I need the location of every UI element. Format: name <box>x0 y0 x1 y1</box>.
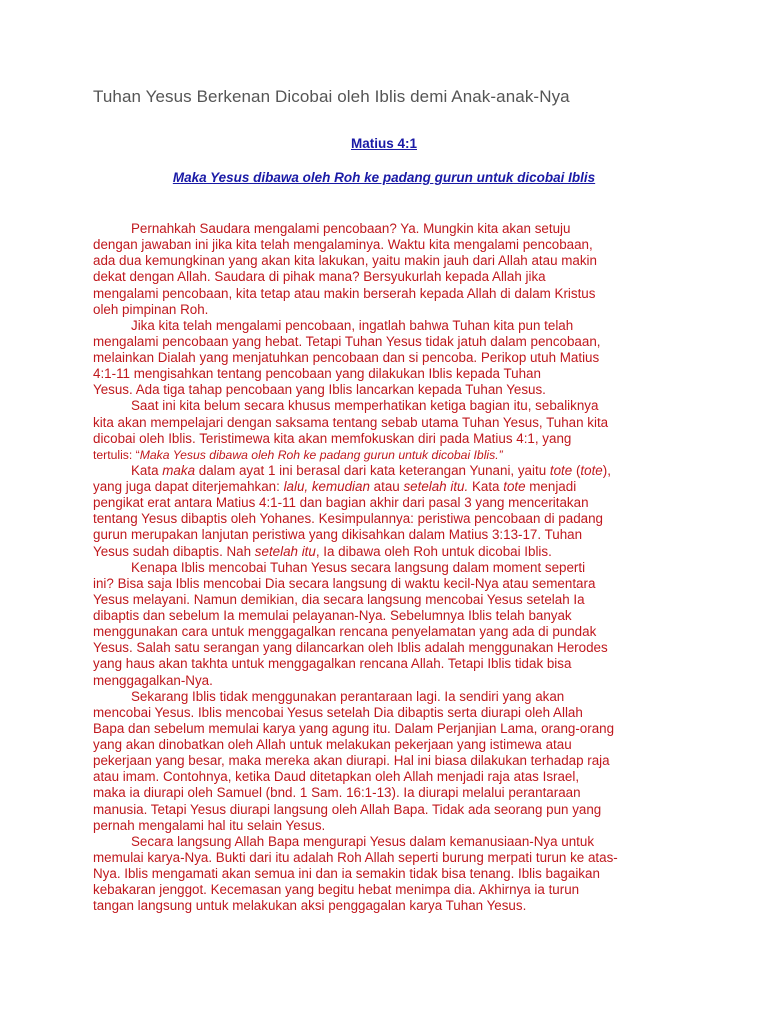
body-line: Kenapa Iblis mencobai Tuhan Yesus secara langsung dalam moment seperti <box>131 559 586 575</box>
scripture-verse: Maka Yesus dibawa oleh Roh ke padang gurun untuk dicobai Iblis <box>172 170 596 185</box>
body-line: Jika kita telah mengalami pencobaan, ingatlah bahwa Tuhan kita pun telah <box>131 317 574 333</box>
body-line: Nya. Iblis mengamati akan semua ini dan ia semakin tidak bisa tenang. Iblis bagaikan <box>93 866 600 881</box>
body-line: tangan langsung untuk melakukan aksi penggagalan karya Tuhan Yesus. <box>93 898 527 914</box>
body-line: tentang Yesus dibaptis oleh Yohanes. Kesimpulannya: peristiwa pencobaan di padang <box>93 511 603 527</box>
body-line: dengan jawaban ini jika kita telah mengalaminya. Waktu kita mengalami pencobaan, <box>93 237 593 253</box>
body-line <box>93 447 683 463</box>
body-line: atau imam. Contohnya, ketika Daud ditetapkan oleh Allah menjadi raja atas Israel, <box>93 769 580 785</box>
body-line: mengalami pencobaan yang hebat. Tetapi Tuhan Yesus tidak jatuh dalam pencobaan, <box>93 333 601 349</box>
body-line: Pernahkah Saudara mengalami pencobaan? Ya. Mungkin kita akan setuju <box>131 221 571 236</box>
body-line: memulai karya-Nya. Bukti dari itu adalah Roh Allah seperti burung merpati turun ke atas- <box>93 849 618 865</box>
body-line: Secara langsung Allah Bapa mengurapi Yesus dalam kemanusiaan-Nya untuk <box>131 833 595 849</box>
body-line: kebakaran jenggot. Kecemasan yang begitu hebat menimpa dia. Akhirnya ia turun <box>93 882 580 898</box>
body-text <box>93 221 683 914</box>
body-line: Yesus melayani. Namun demikian, dia secara langsung mencobai Yesus setelah Ia <box>93 591 585 607</box>
emphasis: tote <box>549 462 573 478</box>
body-line: oleh pimpinan Roh. <box>93 301 209 317</box>
body-line: yang akan dinobatkan oleh Allah untuk melakukan pekerjaan yang istimewa atau <box>93 737 572 752</box>
body-line: pengikat erat antara Matius 4:1-11 dan bagian akhir dari pasal 3 yang menceritakan <box>93 495 589 511</box>
emphasis: tote <box>580 462 603 478</box>
body-line: 4:1-11 mengisahkan tentang pencobaan yang dilakukan Iblis kepada Tuhan <box>93 366 541 382</box>
body-line: pernah mengalami hal itu selain Yesus. <box>93 817 326 833</box>
body-line: Yesus sudah dibaptis. Nah setelah itu, Ia dibawa oleh Roh untuk dicobai Iblis. <box>93 543 552 559</box>
quote-intro: tertulis: “ <box>93 447 140 462</box>
body-line: dicobai oleh Iblis. Teristimewa kita akan memfokuskan diri pada Matius 4:1, yang <box>93 430 572 446</box>
body-line: ada dua kemungkinan yang akan kita lakukan, yaitu makin jauh dari Allah atau makin <box>93 253 597 269</box>
body-line: manusia. Tetapi Yesus diurapi langsung oleh Allah Bapa. Tidak ada seorang pun yang <box>93 801 602 817</box>
body-line: yang juga dapat diterjemahkan: lalu, kemudian atau setelah itu. Kata tote menjadi <box>93 479 577 494</box>
body-line: pekerjaan yang besar, maka mereka akan diurapi. Hal ini biasa dilakukan terhadap raja <box>93 753 610 769</box>
body-line: Saat ini kita belum secara khusus memperhatikan ketiga bagian itu, sebaliknya <box>131 398 599 414</box>
body-line: mengalami pencobaan, kita tetap atau makin berserah kepada Allah di dalam Kristus <box>93 285 596 301</box>
body-line: ini? Bisa saja Iblis mencobai Dia secara langsung di waktu kecil-Nya atau sementara <box>93 575 596 591</box>
document-title: Tuhan Yesus Berkenan Dicobai oleh Iblis demi Anak-anak-Nya <box>93 87 570 106</box>
body-line: kita akan mempelajari dengan saksama tentang sebab utama Tuhan Yesus, Tuhan kita <box>93 414 609 430</box>
emphasis: lalu, kemudian <box>283 479 370 494</box>
body-line: yang haus akan takhta untuk menggagalkan rencana Allah. Tetapi Iblis tidak bisa <box>93 656 572 672</box>
scripture-reference: Matius 4:1 <box>350 136 418 151</box>
body-line: maka ia diurapi oleh Samuel (bnd. 1 Sam. 16:1-13). Ia diurapi melalui perantaraan <box>93 785 581 801</box>
emphasis: maka <box>162 462 196 478</box>
body-line: menggagalkan-Nya. <box>93 672 213 688</box>
body-line: dibaptis dan sebelum Ia memulai pelayanan-Nya. Sebelumnya Iblis telah banyak <box>93 608 572 623</box>
body-line: Bapa dan sebelum memulai karya yang agung itu. Dalam Perjanjian Lama, orang-orang <box>93 720 615 736</box>
body-line: Yesus. Salah satu serangan yang dilancarkan oleh Iblis adalah menggunakan Herodes <box>93 640 608 656</box>
body-line: mencobai Yesus. Iblis mencobai Yesus setelah Dia dibaptis serta diurapi oleh Allah <box>93 704 583 720</box>
body-line: Yesus. Ada tiga tahap pencobaan yang Iblis lancarkan kepada Tuhan Yesus. <box>93 382 546 398</box>
body-line: dekat dengan Allah. Saudara di pihak mana? Bersyukurlah kepada Allah jika <box>93 269 546 285</box>
body-line: melainkan Dialah yang menjatuhkan pencobaan dan si pencoba. Perikop utuh Matius <box>93 350 600 365</box>
emphasis: tote <box>503 479 526 494</box>
emphasis: setelah itu. <box>403 479 469 494</box>
quoted-verse: Maka Yesus dibawa oleh Roh ke padang gurun untuk dicobai Iblis.” <box>139 447 503 462</box>
body-line: gurun merupakan lanjutan peristiwa yang dikisahkan dalam Matius 3:13-17. Tuhan <box>93 527 583 543</box>
body-line: Kata maka dalam ayat 1 ini berasal dari kata keterangan Yunani, yaitu tote (tote), <box>131 462 611 478</box>
body-line: menggunakan cara untuk menggagalkan rencana penyelamatan yang ada di pundak <box>93 624 597 640</box>
emphasis: setelah itu <box>254 543 316 559</box>
body-line: Sekarang Iblis tidak menggunakan perantaraan lagi. Ia sendiri yang akan <box>131 688 565 704</box>
